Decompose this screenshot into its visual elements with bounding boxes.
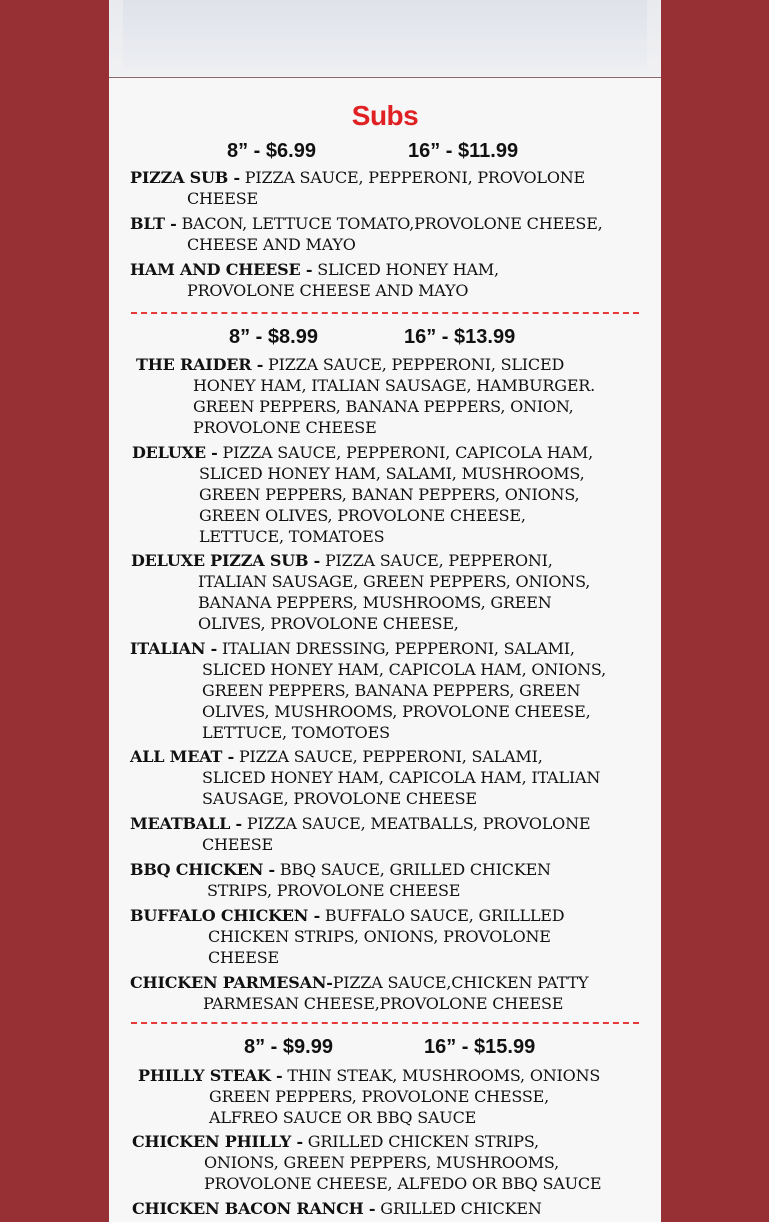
item-desc: GREEN PEPPERS, BANANA PEPPERS, ONION, [193,397,574,416]
item-desc: PIZZA SAUCE, MEATBALLS, PROVOLONE [242,814,591,833]
item-desc: CHEESE AND MAYO [187,235,356,254]
item-desc: PARMESAN CHEESE,PROVOLONE CHEESE [203,994,564,1013]
item-name: ITALIAN - [130,639,218,658]
item-desc: PIZZA SAUCE, PEPPERONI, CAPICOLA HAM, [217,443,593,462]
price-large: 16” - $13.99 [404,326,516,348]
item-desc: PIZZA SAUCE,CHICKEN PATTY [332,973,589,992]
previous-section-image [109,0,661,77]
price-row-2 [109,326,661,352]
item-desc: OLIVES, MUSHROOMS, PROVOLONE CHEESE, [202,702,591,721]
price-large: 16” - $11.99 [408,140,519,162]
menu-item-chicken-philly [132,1131,601,1194]
item-desc: CHEESE [208,948,279,967]
item-name: CHICKEN BACON RANCH - [132,1199,376,1218]
section-separator [109,77,661,78]
item-name: BUFFALO CHICKEN - [130,906,321,925]
section-title: Subs [351,100,419,131]
item-desc: LETTUCE, TOMOTOES [202,723,390,742]
item-desc: ITALIAN DRESSING, PEPPERONI, SALAMI, [217,639,575,658]
item-desc: SAUSAGE, PROVOLONE CHEESE [202,789,477,808]
item-name: PIZZA SUB - [130,168,240,187]
price-small: 8” - $6.99 [227,140,316,162]
item-name: DELUXE PIZZA SUB - [131,551,321,570]
item-desc: HONEY HAM, ITALIAN SAUSAGE, HAMBURGER. [193,376,596,395]
item-name: CHICKEN PARMESAN- [130,973,333,992]
price-small: 8” - $8.99 [229,326,318,348]
item-desc: SLICED HONEY HAM, CAPICOLA HAM, ITALIAN [202,768,601,787]
item-desc: BACON, LETTUCE TOMATO,PROVOLONE CHEESE, [176,214,603,233]
item-desc: BANANA PEPPERS, MUSHROOMS, GREEN [198,593,552,612]
menu-item-deluxe [132,442,593,547]
menu-item-chicken-parmesan [130,972,588,1014]
item-desc: GRILLED CHICKEN [375,1199,542,1218]
menu-item-pizza-sub [130,167,585,209]
item-desc: ITALIAN SAUSAGE, GREEN PEPPERS, ONIONS, [198,572,591,591]
item-desc: GREEN PEPPERS, BANANA PEPPERS, GREEN [202,681,581,700]
item-desc: PROVOLONE CHEESE AND MAYO [187,281,469,300]
item-name: CHICKEN PHILLY - [132,1132,303,1151]
item-desc: PIZZA SAUCE, PEPPERONI, [320,551,553,570]
price-row-1 [109,140,661,166]
previous-section-scan [123,0,647,68]
item-desc: PROVOLONE CHEESE, ALFEDO OR BBQ SAUCE [204,1174,602,1193]
item-name: HAM AND CHEESE - [130,260,313,279]
menu-item-deluxe-pizza-sub [131,550,590,634]
menu-item-the-raider [136,354,595,438]
item-desc: CHEESE [202,835,273,854]
item-desc: PIZZA SAUCE, PEPPERONI, PROVOLONE [239,168,586,187]
menu-item-chicken-bacon-ranch [132,1198,542,1219]
item-desc: LETTUCE, TOMATOES [199,527,385,546]
menu-page [109,0,661,1222]
item-desc: GREEN OLIVES, PROVOLONE CHEESE, [199,506,526,525]
dashed-divider [131,312,639,314]
item-name: ALL MEAT - [130,747,235,766]
item-desc: ONIONS, GREEN PEPPERS, MUSHROOMS, [204,1153,559,1172]
menu-item-italian [130,638,606,743]
item-desc: GREEN PEPPERS, BANAN PEPPERS, ONIONS, [199,485,580,504]
item-name: PHILLY STEAK - [138,1066,283,1085]
item-name: MEATBALL - [130,814,243,833]
menu-item-bbq-chicken [130,859,551,901]
menu-item-ham-and-cheese [130,259,499,301]
item-name: BLT - [130,214,177,233]
item-desc: PIZZA SAUCE, PEPPERONI, SALAMI, [234,747,543,766]
item-desc: BUFFALO SAUCE, GRILLLED [320,906,565,925]
item-name: THE RAIDER - [136,355,264,374]
menu-item-all-meat [130,746,600,809]
item-desc: CHEESE [187,189,258,208]
item-desc: PROVOLONE CHEESE [193,418,377,437]
price-large: 16” - $15.99 [424,1036,536,1058]
item-desc: OLIVES, PROVOLONE CHEESE, [198,614,459,633]
item-desc: ALFREO SAUCE OR BBQ SAUCE [209,1108,477,1127]
item-desc: GREEN PEPPERS, PROVOLONE CHESSE, [209,1087,549,1106]
price-small: 8” - $9.99 [244,1036,333,1058]
item-desc: THIN STEAK, MUSHROOMS, ONIONS [282,1066,601,1085]
menu-item-blt [130,213,603,255]
item-desc: STRIPS, PROVOLONE CHEESE [207,881,461,900]
menu-item-philly-steak [138,1065,600,1128]
item-name: BBQ CHICKEN - [130,860,275,879]
price-row-3 [109,1036,661,1062]
item-name: DELUXE - [132,443,218,462]
item-desc: CHICKEN STRIPS, ONIONS, PROVOLONE [208,927,551,946]
item-desc: BBQ SAUCE, GRILLED CHICKEN [274,860,551,879]
item-desc: SLICED HONEY HAM, SALAMI, MUSHROOMS, [199,464,585,483]
dashed-divider [131,1022,639,1024]
item-desc: SLICED HONEY HAM, CAPICOLA HAM, ONIONS, [202,660,607,679]
item-desc: GRILLED CHICKEN STRIPS, [302,1132,539,1151]
menu-item-buffalo-chicken [130,905,564,968]
menu-item-meatball [130,813,590,855]
item-desc: PIZZA SAUCE, PEPPERONI, SLICED [263,355,565,374]
item-desc: SLICED HONEY HAM, [312,260,499,279]
